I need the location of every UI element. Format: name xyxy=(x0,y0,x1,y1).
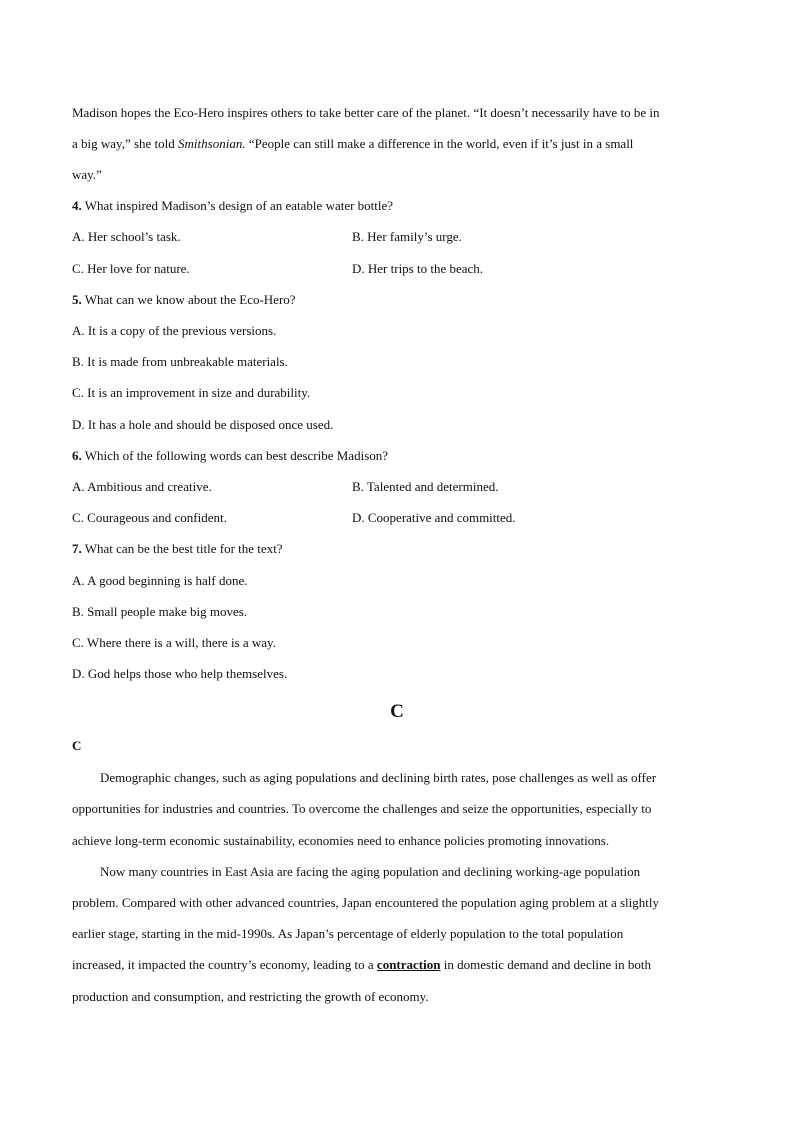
question-6-option-b: B. Talented and determined. xyxy=(352,479,499,494)
question-6-option-a: A. Ambitious and creative. xyxy=(72,479,212,494)
question-4-option-c: C. Her love for nature. xyxy=(72,261,190,276)
passage-b-line-3: way.” xyxy=(72,167,102,182)
question-5-option-d: D. It has a hole and should be disposed once used. xyxy=(72,417,334,432)
question-6-stem xyxy=(72,448,388,464)
question-number: 6. xyxy=(72,448,82,463)
passage-c-p2-line-4 xyxy=(72,957,651,973)
section-title: C xyxy=(390,701,404,722)
question-5-stem xyxy=(72,292,296,308)
passage-c-p2-line-5: production and consumption, and restricting the growth of economy. xyxy=(72,989,429,1004)
question-4-option-d: D. Her trips to the beach. xyxy=(352,261,484,276)
source-name: Smithsonian. xyxy=(178,136,246,151)
question-7-option-d: D. God helps those who help themselves. xyxy=(72,666,288,681)
passage-c-p2-line-1: Now many countries in East Asia are facing the aging population and declining working-age population xyxy=(100,864,641,879)
question-5-option-c: C. It is an improvement in size and durability. xyxy=(72,385,311,400)
question-4-option-a: A. Her school’s task. xyxy=(72,229,181,244)
passage-c-p2-line-4-end: in domestic demand and decline in both xyxy=(440,957,651,972)
passage-b-line-2-start: a big way,” she told xyxy=(72,136,179,151)
question-number: 5. xyxy=(72,292,82,307)
question-number: 7. xyxy=(72,541,82,556)
question-6-option-c: C. Courageous and confident. xyxy=(72,510,227,525)
question-text: Which of the following words can best describe Madison? xyxy=(81,448,389,463)
passage-c-p1-line-2: opportunities for industries and countries. To overcome the challenges and seize the opportunities, especially to xyxy=(72,801,652,816)
passage-c-p2-line-2: problem. Compared with other advanced countries, Japan encountered the population aging problem at a slightly xyxy=(72,895,659,910)
question-7-option-a: A. A good beginning is half done. xyxy=(72,573,248,588)
passage-c-p2-line-4-start: increased, it impacted the country’s economy, leading to a xyxy=(72,957,377,972)
passage-c-p1-line-3: achieve long-term economic sustainability, economies need to enhance policies promoting innovations. xyxy=(72,833,610,848)
highlighted-keyword: contraction xyxy=(376,957,441,972)
question-7-stem xyxy=(72,541,283,557)
question-6-option-d: D. Cooperative and committed. xyxy=(352,510,516,525)
passage-c-p1-line-1: Demographic changes, such as aging populations and declining birth rates, pose challenges as well as offer xyxy=(100,770,657,785)
question-4-option-b: B. Her family’s urge. xyxy=(352,229,462,244)
passage-b-line-2-end: “People can still make a difference in the world, even if it’s just in a small xyxy=(245,136,634,151)
section-label: C xyxy=(72,738,82,753)
passage-b-line-2 xyxy=(72,136,633,152)
passage-c-p2-line-3: earlier stage, starting in the mid-1990s. As Japan’s percentage of elderly population to the total population xyxy=(72,926,624,941)
question-text: What can we know about the Eco-Hero? xyxy=(81,292,296,307)
question-text: What can be the best title for the text? xyxy=(81,541,283,556)
question-text: What inspired Madison’s design of an eatable water bottle? xyxy=(81,198,394,213)
question-7-option-b: B. Small people make big moves. xyxy=(72,604,248,619)
question-5-option-b: B. It is made from unbreakable materials. xyxy=(72,354,288,369)
question-number: 4. xyxy=(72,198,82,213)
question-5-option-a: A. It is a copy of the previous versions. xyxy=(72,323,277,338)
passage-b-line-1: Madison hopes the Eco-Hero inspires others to take better care of the planet. “It doesn’t necessarily have to be in xyxy=(72,105,660,120)
question-7-option-c: C. Where there is a will, there is a way. xyxy=(72,635,276,650)
question-4-stem xyxy=(72,198,393,214)
